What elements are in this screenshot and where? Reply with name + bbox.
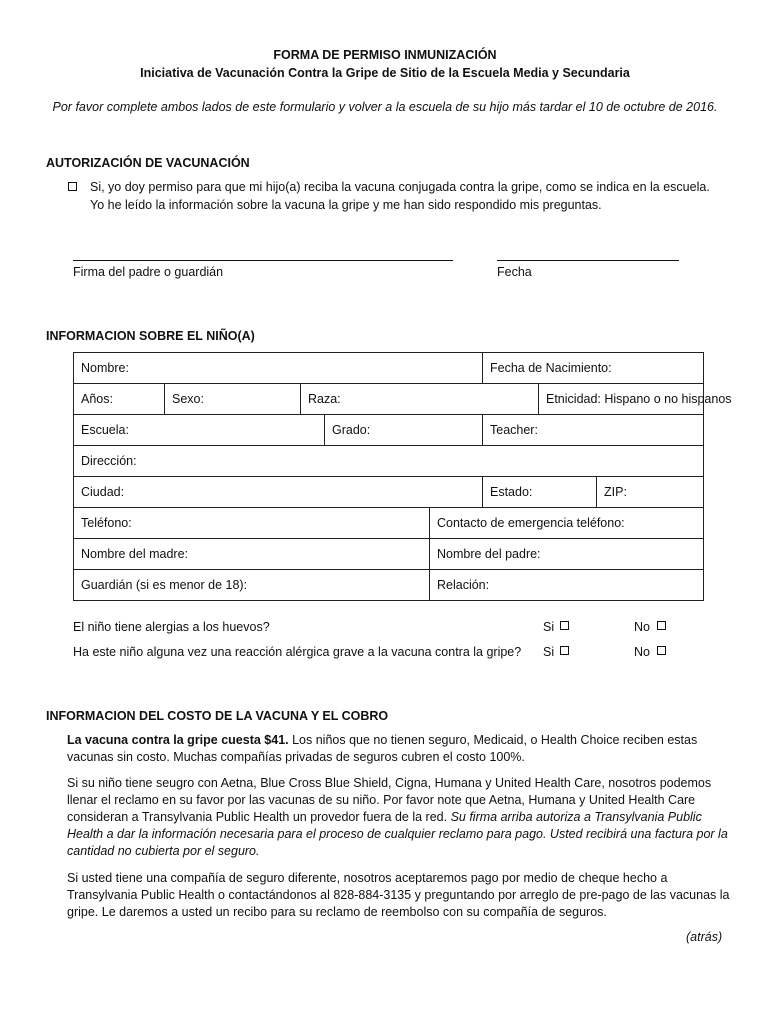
consent-line-1: Si, yo doy permiso para que mi hijo(a) reciba la vacuna conjugada contra la gripe, como se indica en la escuela. [90,180,710,194]
teacher-field[interactable]: Teacher: [483,415,704,446]
question-row [73,645,673,663]
question-row [73,620,673,638]
zip-field[interactable]: ZIP: [597,477,704,508]
anos-field[interactable]: Años: [74,384,165,415]
yes-label: Si [543,645,555,659]
etnicidad-field[interactable]: Etnicidad: Hispano o no hispanos [539,384,704,415]
signature-label: Firma del padre o guardián [73,265,224,279]
mother-name-field[interactable]: Nombre del madre: [74,539,430,570]
date-line[interactable] [497,260,679,261]
consent-checkbox[interactable] [68,179,77,193]
form-title: FORMA DE PERMISO INMUNIZACIÓN [273,48,497,62]
yes-label: Si [543,620,555,634]
telefono-field[interactable]: Teléfono: [74,508,430,539]
no-label: No [634,620,650,634]
sexo-field[interactable]: Sexo: [165,384,301,415]
ciudad-field[interactable]: Ciudad: [74,477,483,508]
continued-note: (atrás) [686,930,723,944]
emergency-contact-field[interactable]: Contacto de emergencia teléfono: [430,508,704,539]
cost-price-statement: La vacuna contra la gripe cuesta $41. [67,733,289,747]
fecha-nacimiento-field[interactable]: Fecha de Nacimiento: [483,353,704,384]
nombre-field[interactable]: Nombre: [74,353,483,384]
cost-paragraph-2 [67,775,732,860]
instructions: Por favor complete ambos lados de este formulario y volver a la escuela de su hijo más tardar el 10 de octubre de 2016. [52,100,718,114]
escuela-field[interactable]: Escuela: [74,415,325,446]
cost-coverage-text: Los niños que no tienen seguro, Medicaid, o Health Choice reciben estas vacunas sin costo. Muchas compañías privadas de seguros cubren el costo 100%. [67,733,698,764]
form-subtitle: Iniciativa de Vacunación Contra la Gripe de Sitio de la Escuela Media y Secundaria [140,66,630,80]
father-name-field[interactable]: Nombre del padre: [430,539,704,570]
raza-field[interactable]: Raza: [301,384,539,415]
no-label: No [634,645,650,659]
relacion-field[interactable]: Relación: [430,570,704,601]
child-info-heading: INFORMACION SOBRE EL NIÑO(A) [46,329,255,343]
insurance-text: Si su niño tiene seugro con Aetna, Blue Cross Blue Shield, Cigna, Humana y United Health Care, nosotros podemos llenar el reclamo en su favor por las vacunas de su niño. Por favor note que Aetna, Humana y United Health Care consideran a Transylvania Public Health un provedor fuera de la red. [67,776,712,824]
cost-paragraph-3: Si usted tiene una compañía de seguro diferente, nosotros aceptaremos pago por medio de cheque hecho a Transylvania Public Health o contactándonos al 828-884-3135 y preguntando por arreglo de pre-pago de las vacunas la gripe. Le daremos a usted un recibo para su reclamo de reembolso con su compañía de seguros. [67,871,730,919]
question-text: El niño tiene alergias a los huevos? [73,620,270,634]
authorization-note: Su firma arriba autoriza a Transylvania Public Health a dar la información necesaria para el proceso de cualquier reclamo para pago. Usted recibirá una factura por la cantidad no cubierta por el seguro. [67,810,728,858]
guardian-field[interactable]: Guardián (si es menor de 18): [74,570,430,601]
signature-line[interactable] [73,260,453,261]
cost-heading: INFORMACION DEL COSTO DE LA VACUNA Y EL COBRO [46,709,389,723]
date-label: Fecha [497,265,532,279]
authorization-heading: AUTORIZACIÓN DE VACUNACIÓN [46,156,250,170]
consent-line-2: Yo he leído la información sobre la vacuna la gripe y me han sido respondido mis preguntas. [90,198,602,212]
direccion-field[interactable]: Dirección: [74,446,704,477]
child-info-table [73,352,732,601]
question-text: Ha este niño alguna vez una reacción alérgica grave a la vacuna contra la gripe? [73,645,522,659]
estado-field[interactable]: Estado: [483,477,597,508]
grado-field[interactable]: Grado: [325,415,483,446]
cost-paragraph-1 [67,732,732,766]
